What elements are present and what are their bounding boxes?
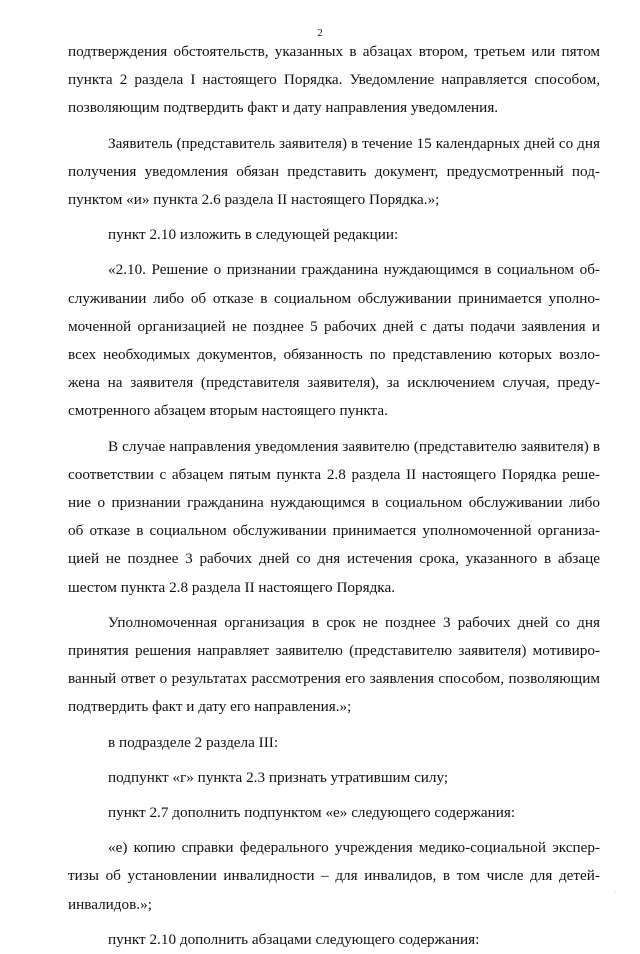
text-line: «е) копию справки федерального учреждения медико-социальной экспер-	[108, 839, 600, 857]
paragraph	[68, 799, 600, 827]
text-line: получения уведомления обязан представить документ, предусмотренный под-	[68, 162, 600, 180]
text-line: цией не позднее 3 рабочих дней со дня истечения срока, указанного в абзаце	[68, 550, 600, 568]
text-line: В случае направления уведомления заявителю (представителю заявителя) в	[108, 437, 600, 455]
text-line: тизы об установлении инвалидности – для инвалидов, в том числе для детей-	[68, 867, 600, 885]
text-line: пунктом «и» пункта 2.6 раздела II настоящего Порядка.»;	[68, 191, 440, 209]
paragraph	[68, 38, 600, 123]
text-line: позволяющим подтвердить факт и дату направления уведомления.	[68, 99, 499, 117]
paragraph	[68, 256, 600, 425]
text-line: подпункт «г» пункта 2.3 признать утратившим силу;	[108, 768, 449, 786]
scan-mark: ·	[614, 890, 616, 896]
paragraph	[68, 609, 600, 722]
text-line: Заявитель (представитель заявителя) в течение 15 календарных дней со дня	[108, 134, 600, 152]
page-number: 2	[317, 27, 323, 39]
paragraph	[68, 834, 600, 919]
text-line: подтверждения обстоятельств, указанных в абзацах втором, третьем или пятом	[68, 43, 600, 60]
text-line: ние о признании гражданина нуждающимся в социальном обслуживании либо	[68, 494, 600, 512]
paragraph	[68, 433, 600, 602]
text-line: соответствии с абзацем пятым пункта 2.8 раздела II настоящего Порядка реше-	[68, 465, 600, 483]
text-line: об отказе в социальном обслуживании принимается уполномоченной организа-	[68, 522, 600, 540]
paragraph	[68, 926, 600, 954]
text-line: подтвердить факт и дату его направления.»;	[68, 698, 352, 716]
text-line: служивании либо об отказе в социальном обслуживании принимается уполно-	[68, 289, 600, 307]
text-line: пункт 2.10 изложить в следующей редакции:	[108, 226, 399, 244]
text-line: пункта 2 раздела I настоящего Порядка. Уведомление направляется способом,	[68, 71, 600, 89]
paragraph	[68, 130, 600, 215]
text-line: пункт 2.7 дополнить подпунктом «е» следующего содержания:	[108, 804, 516, 822]
text-line: моченной организацией не позднее 5 рабочих дней с даты подачи заявления и	[68, 317, 600, 335]
text-line: Уполномоченная организация в срок не позднее 3 рабочих дней со дня	[108, 613, 600, 631]
text-line: «2.10. Решение о признании гражданина нуждающимся в социальном об-	[108, 261, 600, 279]
text-line: ванный ответ о результатах рассмотрения его заявления способом, позволяющим	[68, 670, 600, 688]
text-line: инвалидов.»;	[68, 895, 152, 913]
text-line: принятия решения направляет заявителю (представителю заявителя) мотивиро-	[68, 642, 600, 660]
text-line: пункт 2.10 дополнить абзацами следующего содержания:	[108, 930, 480, 948]
text-line: всех необходимых документов, обязанность по представлению которых возло-	[68, 346, 600, 364]
paragraph	[68, 221, 600, 249]
text-line: смотренного абзацем вторым настоящего пункта.	[68, 402, 388, 420]
paragraph	[68, 764, 600, 792]
paragraph	[68, 729, 600, 757]
document-body	[68, 38, 600, 954]
text-line: шестом пункта 2.8 раздела II настоящего Порядка.	[68, 578, 395, 596]
text-line: в подразделе 2 раздела III:	[108, 733, 279, 751]
text-line: жена на заявителя (представителя заявителя), за исключением случая, преду-	[68, 374, 600, 392]
